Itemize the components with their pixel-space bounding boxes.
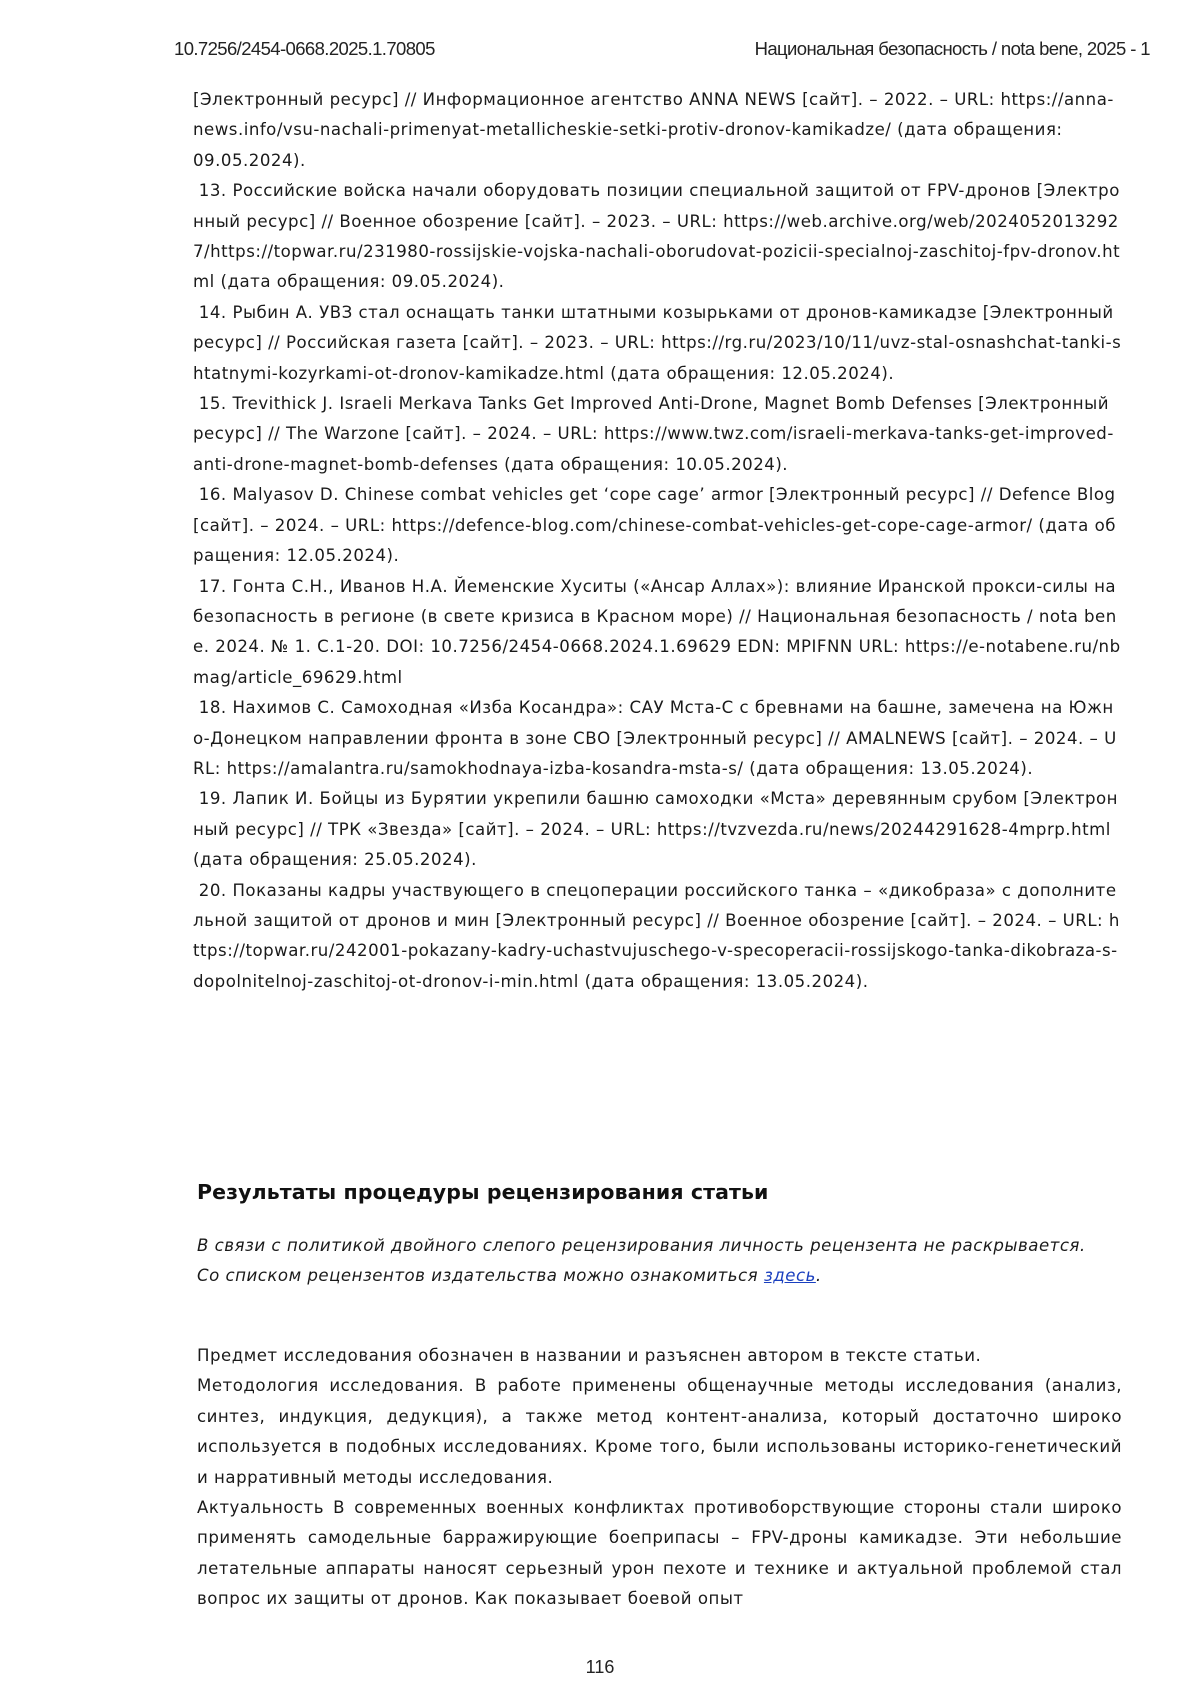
- reviewers-list-line: [197, 1261, 1122, 1291]
- reference-text: Trevithick J. Israeli Merkava Tanks Get Improved Anti-Drone, Magnet Bomb Defenses [Электронный ресурс] // The Warzone [сайт]. – 2024. – URL: https://www.twz.com/israeli-merkava-tanks-get-improved-anti-drone-magnet-bomb-defenses (дата обращения: 10.05.2024).: [193, 394, 1114, 474]
- reference-number: 16.: [198, 485, 227, 505]
- page-number: 116: [585, 1657, 615, 1677]
- reference-item-18: [193, 693, 1123, 784]
- reference-text: Лапик И. Бойцы из Бурятии укрепили башню самоходки «Мста» деревянным срубом [Электронный ресурс] // ТРК «Звезда» [сайт]. – 2024. – URL: https://tvzvezda.ru/news/20244291628-4mprp.html (дата обращения: 25.05.2024).: [193, 789, 1119, 870]
- reference-item-20: [193, 876, 1123, 998]
- reference-text: Российские войска начали оборудовать позиции специальной защитой от FPV-дронов [Электронный ресурс] // Военное обозрение [сайт]. – 2023. – URL: https://web.archive.org/web/20240520132927/https://topwar.ru/231980-rossijskie-vojska-nachali-oborudovat-pozicii-specialnoj-zaschitoj-fpv-dronov.html (дата обращения: 09.05.2024).: [193, 181, 1121, 292]
- reviewers-list-link[interactable]: здесь: [763, 1266, 816, 1286]
- reference-number: 20.: [198, 880, 227, 900]
- journal-title: Национальная безопасность / nota bene, 2025 - 1: [754, 38, 1150, 59]
- review-paragraph-methodology: Методология исследования. В работе применены общенаучные методы исследования (анализ, синтез, индукция, дедукция), а также метод контент-анализа, который достаточно широко используется в подобных исследованиях. Кроме того, были использованы историко-генетический и нарративный методы исследования.: [197, 1376, 1122, 1487]
- reference-item-14: [193, 298, 1123, 389]
- reference-number: 13.: [198, 181, 227, 201]
- reference-text: Гонта С.Н., Иванов Н.А. Йеменские Хуситы («Ансар Аллах»): влияние Иранской прокси-силы на безопасность в регионе (в свете кризиса в Красном море) // Национальная безопасность / nota bene. 2024. № 1. С.1-20. DOI: 10.7256/2454-0668.2024.1.69629 EDN: MPIFNN URL: https://e-notabene.ru/nbmag/article_69629.html: [193, 576, 1121, 687]
- reference-item-13: [193, 176, 1123, 298]
- reference-number: 19.: [198, 789, 227, 809]
- review-paragraph-subject: Предмет исследования обозначен в названии и разъяснен автором в тексте статьи.: [197, 1346, 982, 1365]
- reference-number: 17.: [198, 576, 227, 596]
- review-policy-text: В связи с политикой двойного слепого рецензирования личность рецензента не раскрывается.: [197, 1236, 1086, 1255]
- reviewers-list-text: Со списком рецензентов издательства можно ознакомиться: [197, 1266, 764, 1286]
- reference-number: 15.: [198, 394, 227, 414]
- reference-continuation: [Электронный ресурс] // Информационное агентство ANNA NEWS [сайт]. – 2022. – URL: https://anna-news.info/vsu-nachali-primenyat-metallicheskie-setki-protiv-dronov-kamikadze/ (дата обращения: 09.05.2024).: [193, 90, 1114, 170]
- reference-text: Показаны кадры участвующего в спецоперации российского танка – «дикобраза» с дополнительной защитой от дронов и мин [Электронный ресурс] // Военное обозрение [сайт]. – 2024. – URL: https://topwar.ru/242001-pokazany-kadry-uchastvujuschego-v-specoperacii-rossijskogo-tanka-dikobraza-s-dopolnitelnoj-zaschitoj-ot-dronov-i-min.html (дата обращения: 13.05.2024).: [193, 880, 1120, 991]
- review-policy-note: [197, 1231, 1122, 1292]
- reference-item-15: [193, 389, 1123, 480]
- reference-item-19: [193, 784, 1123, 875]
- reviewers-list-suffix: .: [815, 1266, 822, 1286]
- reference-list: [193, 85, 1123, 997]
- review-section-title: Результаты процедуры рецензирования статьи: [197, 1180, 769, 1204]
- reference-text: Рыбин А. УВЗ стал оснащать танки штатными козырьками от дронов-камикадзе [Электронный ресурс] // Российская газета [сайт]. – 2023. – URL: https://rg.ru/2023/10/11/uvz-stal-osnashchat-tanki-shtatnymi-kozyrkami-ot-dronov-kamikadze.html (дата обращения: 12.05.2024).: [193, 302, 1122, 383]
- reference-text: Malyasov D. Chinese combat vehicles get ‘cope cage’ armor [Электронный ресурс] // Defence Blog [сайт]. – 2024. – URL: https://defence-blog.com/chinese-combat-vehicles-get-cope-cage-armor/ (дата обращения: 12.05.2024).: [193, 485, 1117, 566]
- article-doi: 10.7256/2454-0668.2025.1.70805: [174, 38, 435, 59]
- reference-item-17: [193, 572, 1123, 694]
- page-header: [174, 38, 1150, 62]
- review-paragraph-relevance: Актуальность В современных военных конфликтах противоборствующие стороны стали широко применять самодельные барражирующие боеприпасы – FPV-дроны камикадзе. Эти небольшие летательные аппараты наносят серьезный урон пехоте и технике и актуальной проблемой стал вопрос их защиты от дронов. Как показывает боевой опыт: [197, 1498, 1122, 1609]
- reference-item-16: [193, 480, 1123, 571]
- reference-number: 14.: [198, 302, 227, 322]
- reference-text: Нахимов С. Самоходная «Изба Косандра»: САУ Мста-С с бревнами на башне, замечена на Южно-Донецком направлении фронта в зоне СВО [Электронный ресурс] // AMALNEWS [сайт]. – 2024. – URL: https://amalantra.ru/samokhodnaya-izba-kosandra-msta-s/ (дата обращения: 13.05.2024).: [193, 698, 1117, 778]
- review-body: [197, 1341, 1122, 1615]
- reference-number: 18.: [198, 698, 227, 718]
